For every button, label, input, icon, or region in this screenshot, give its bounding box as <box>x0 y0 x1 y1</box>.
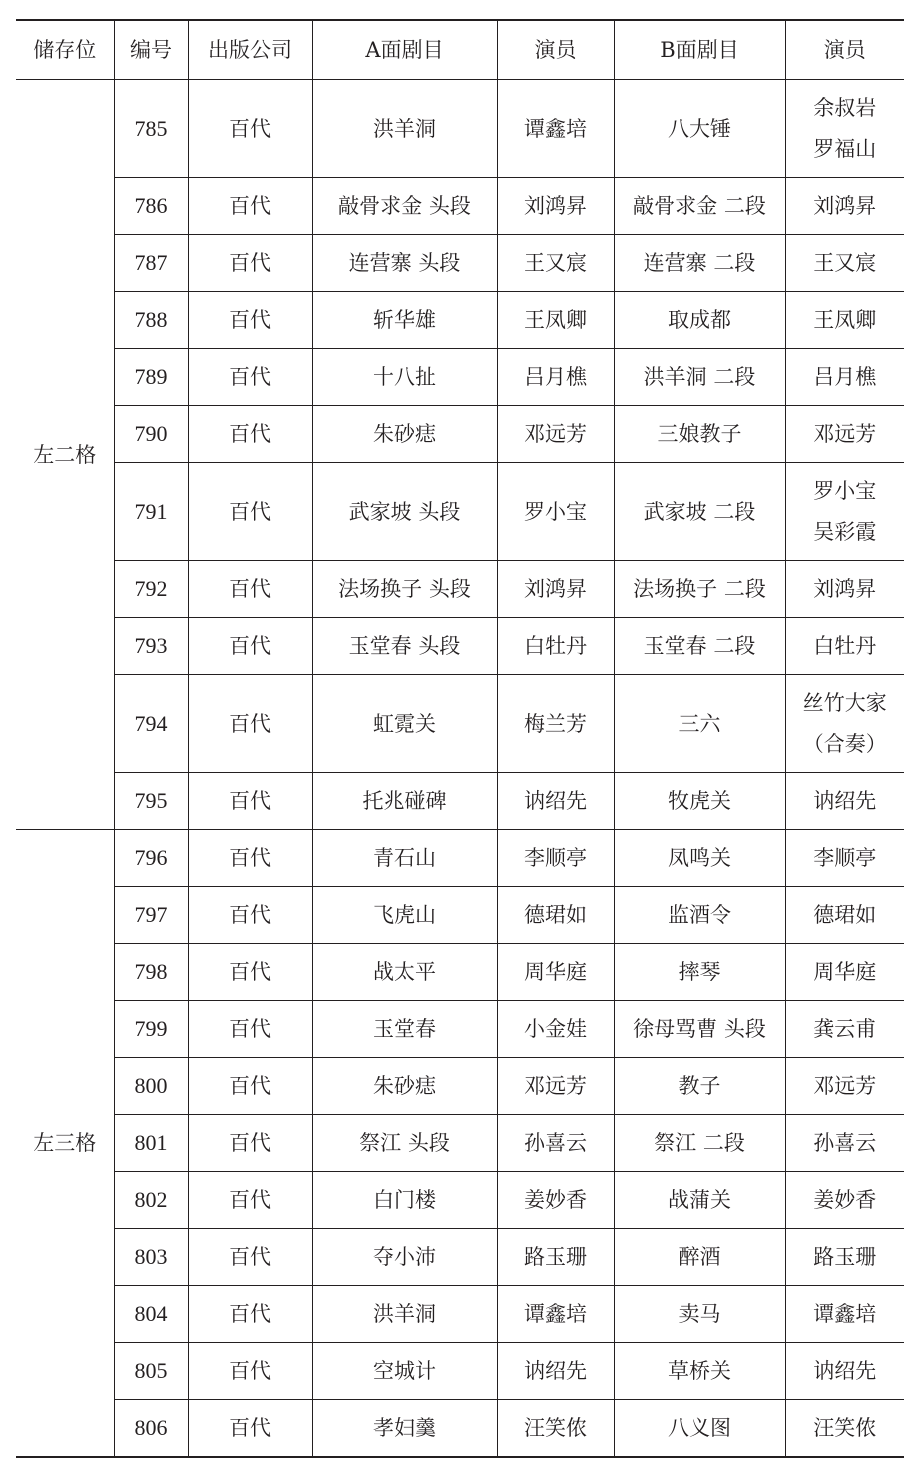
record-a-side-actor: 讷绍先 <box>497 773 614 830</box>
record-number: 785 <box>114 80 188 178</box>
record-a-side-title: 托兆碰碑 <box>312 773 497 830</box>
record-company: 百代 <box>188 1343 312 1400</box>
record-b-side-actor: 李顺亭 <box>785 830 904 887</box>
record-b-side-actor: 讷绍先 <box>785 1343 904 1400</box>
record-a-side-actor: 白牡丹 <box>497 618 614 675</box>
record-a-side-title: 玉堂春 <box>312 1001 497 1058</box>
record-b-side-title: 凤鸣关 <box>614 830 785 887</box>
record-number: 804 <box>114 1286 188 1343</box>
record-b-side-actor: 刘鸿昇 <box>785 561 904 618</box>
record-b-side-actor: 王又宸 <box>785 235 904 292</box>
record-b-side-actor: 龚云甫 <box>785 1001 904 1058</box>
record-b-side-actor: 邓远芳 <box>785 406 904 463</box>
table-row <box>16 887 904 944</box>
record-a-side-actor: 小金娃 <box>497 1001 614 1058</box>
record-number: 795 <box>114 773 188 830</box>
record-a-side-actor: 刘鸿昇 <box>497 561 614 618</box>
header-row <box>16 20 904 80</box>
record-a-side-actor: 王凤卿 <box>497 292 614 349</box>
record-a-side-title: 连营寨 头段 <box>312 235 497 292</box>
record-b-side-actor-line: （合奏） <box>802 731 887 756</box>
record-number: 789 <box>114 349 188 406</box>
record-b-side-title: 连营寨 二段 <box>614 235 785 292</box>
record-a-side-actor: 讷绍先 <box>497 1343 614 1400</box>
record-a-side-actor: 路玉珊 <box>497 1229 614 1286</box>
record-a-side-title: 战太平 <box>312 944 497 1001</box>
record-a-side-title: 祭江 头段 <box>312 1115 497 1172</box>
record-company: 百代 <box>188 561 312 618</box>
record-a-side-title: 朱砂痣 <box>312 406 497 463</box>
table-row <box>16 1115 904 1172</box>
record-b-side-title: 洪羊洞 二段 <box>614 349 785 406</box>
record-company: 百代 <box>188 235 312 292</box>
record-b-side-title: 敲骨求金 二段 <box>614 178 785 235</box>
header-a-side-actor: 演员 <box>497 20 614 80</box>
record-company: 百代 <box>188 1172 312 1229</box>
record-b-side-title: 三娘教子 <box>614 406 785 463</box>
record-b-side-title: 徐母骂曹 头段 <box>614 1001 785 1058</box>
table-row <box>16 1343 904 1400</box>
record-b-side-title: 卖马 <box>614 1286 785 1343</box>
table-row <box>16 80 904 178</box>
record-a-side-actor: 谭鑫培 <box>497 1286 614 1343</box>
record-b-side-title: 教子 <box>614 1058 785 1115</box>
record-company: 百代 <box>188 675 312 773</box>
record-a-side-actor: 谭鑫培 <box>497 80 614 178</box>
record-b-side-actor <box>785 675 904 773</box>
record-b-side-title: 战蒲关 <box>614 1172 785 1229</box>
record-b-side-title: 摔琴 <box>614 944 785 1001</box>
record-b-side-actor: 汪笑侬 <box>785 1400 904 1458</box>
record-b-side-title: 牧虎关 <box>614 773 785 830</box>
record-a-side-actor: 罗小宝 <box>497 463 614 561</box>
record-b-side-actor: 姜妙香 <box>785 1172 904 1229</box>
record-number: 803 <box>114 1229 188 1286</box>
header-company: 出版公司 <box>188 20 312 80</box>
table-row <box>16 944 904 1001</box>
record-a-side-title: 洪羊洞 <box>312 80 497 178</box>
record-a-side-title: 斩华雄 <box>312 292 497 349</box>
record-company: 百代 <box>188 773 312 830</box>
record-b-side-actor: 路玉珊 <box>785 1229 904 1286</box>
table-row <box>16 1058 904 1115</box>
record-number: 801 <box>114 1115 188 1172</box>
record-b-side-title: 监酒令 <box>614 887 785 944</box>
record-company: 百代 <box>188 406 312 463</box>
record-number: 791 <box>114 463 188 561</box>
storage-location-cell: 左二格 <box>16 80 114 830</box>
record-a-side-title: 朱砂痣 <box>312 1058 497 1115</box>
header-number: 编号 <box>114 20 188 80</box>
header-b-side-title: B面剧目 <box>614 20 785 80</box>
header-location: 储存位 <box>16 20 114 80</box>
table-row <box>16 235 904 292</box>
record-a-side-title: 敲骨求金 头段 <box>312 178 497 235</box>
table-row <box>16 773 904 830</box>
record-a-side-title: 法场换子 头段 <box>312 561 497 618</box>
table-row <box>16 349 904 406</box>
storage-location-cell: 左三格 <box>16 830 114 1458</box>
record-a-side-actor: 刘鸿昇 <box>497 178 614 235</box>
record-b-side-actor: 白牡丹 <box>785 618 904 675</box>
catalog-body <box>16 80 904 1458</box>
record-catalog-table <box>16 19 904 1458</box>
record-company: 百代 <box>188 349 312 406</box>
record-a-side-title: 虹霓关 <box>312 675 497 773</box>
record-b-side-actor: 邓远芳 <box>785 1058 904 1115</box>
record-b-side-actor-line: 余叔岩 <box>813 95 877 120</box>
record-a-side-title: 青石山 <box>312 830 497 887</box>
record-b-side-actor <box>785 463 904 561</box>
record-a-side-actor: 李顺亭 <box>497 830 614 887</box>
record-b-side-title: 醉酒 <box>614 1229 785 1286</box>
record-a-side-title: 空城计 <box>312 1343 497 1400</box>
table-row <box>16 1286 904 1343</box>
record-company: 百代 <box>188 1001 312 1058</box>
table-row <box>16 292 904 349</box>
table-row <box>16 1400 904 1458</box>
table-row <box>16 406 904 463</box>
record-b-side-actor-line: 罗小宝 <box>813 478 877 503</box>
record-b-side-actor: 谭鑫培 <box>785 1286 904 1343</box>
record-b-side-actor: 讷绍先 <box>785 773 904 830</box>
record-company: 百代 <box>188 80 312 178</box>
record-number: 786 <box>114 178 188 235</box>
record-company: 百代 <box>188 1115 312 1172</box>
record-b-side-actor: 王凤卿 <box>785 292 904 349</box>
table-row <box>16 830 904 887</box>
record-number: 798 <box>114 944 188 1001</box>
record-b-side-title: 八义图 <box>614 1400 785 1458</box>
record-number: 787 <box>114 235 188 292</box>
record-company: 百代 <box>188 618 312 675</box>
record-b-side-actor: 德珺如 <box>785 887 904 944</box>
record-company: 百代 <box>188 178 312 235</box>
record-a-side-actor: 德珺如 <box>497 887 614 944</box>
record-company: 百代 <box>188 292 312 349</box>
record-company: 百代 <box>188 1286 312 1343</box>
record-number: 800 <box>114 1058 188 1115</box>
record-b-side-title: 武家坡 二段 <box>614 463 785 561</box>
record-number: 802 <box>114 1172 188 1229</box>
record-b-side-actor <box>785 80 904 178</box>
record-number: 792 <box>114 561 188 618</box>
record-number: 790 <box>114 406 188 463</box>
record-b-side-actor: 周华庭 <box>785 944 904 1001</box>
record-number: 799 <box>114 1001 188 1058</box>
record-b-side-title: 三六 <box>614 675 785 773</box>
record-a-side-title: 玉堂春 头段 <box>312 618 497 675</box>
table-row <box>16 463 904 561</box>
record-a-side-title: 洪羊洞 <box>312 1286 497 1343</box>
record-b-side-actor-line: 丝竹大家 <box>802 690 887 715</box>
record-b-side-title: 玉堂春 二段 <box>614 618 785 675</box>
record-a-side-title: 武家坡 头段 <box>312 463 497 561</box>
header-a-side-title: A面剧目 <box>312 20 497 80</box>
record-company: 百代 <box>188 887 312 944</box>
record-b-side-actor: 刘鸿昇 <box>785 178 904 235</box>
record-a-side-actor: 姜妙香 <box>497 1172 614 1229</box>
table-row <box>16 1172 904 1229</box>
record-b-side-actor: 孙喜云 <box>785 1115 904 1172</box>
record-b-side-title: 八大锤 <box>614 80 785 178</box>
table-row <box>16 618 904 675</box>
record-number: 796 <box>114 830 188 887</box>
record-a-side-actor: 孙喜云 <box>497 1115 614 1172</box>
record-company: 百代 <box>188 463 312 561</box>
record-b-side-title: 草桥关 <box>614 1343 785 1400</box>
record-b-side-title: 祭江 二段 <box>614 1115 785 1172</box>
record-number: 797 <box>114 887 188 944</box>
record-b-side-actor: 吕月樵 <box>785 349 904 406</box>
record-company: 百代 <box>188 830 312 887</box>
record-company: 百代 <box>188 1400 312 1458</box>
record-number: 805 <box>114 1343 188 1400</box>
record-b-side-title: 法场换子 二段 <box>614 561 785 618</box>
record-company: 百代 <box>188 944 312 1001</box>
table-row <box>16 675 904 773</box>
record-a-side-actor: 梅兰芳 <box>497 675 614 773</box>
record-company: 百代 <box>188 1229 312 1286</box>
record-a-side-title: 白门楼 <box>312 1172 497 1229</box>
record-a-side-title: 飞虎山 <box>312 887 497 944</box>
record-number: 806 <box>114 1400 188 1458</box>
record-b-side-actor-line: 吴彩霞 <box>813 519 877 544</box>
record-a-side-actor: 王又宸 <box>497 235 614 292</box>
record-a-side-title: 夺小沛 <box>312 1229 497 1286</box>
record-a-side-actor: 邓远芳 <box>497 406 614 463</box>
table-row <box>16 178 904 235</box>
header-b-side-actor: 演员 <box>785 20 904 80</box>
record-b-side-actor-line: 罗福山 <box>813 136 877 161</box>
record-number: 794 <box>114 675 188 773</box>
record-a-side-actor: 吕月樵 <box>497 349 614 406</box>
table-row <box>16 1001 904 1058</box>
table-row <box>16 561 904 618</box>
record-a-side-actor: 邓远芳 <box>497 1058 614 1115</box>
record-a-side-actor: 汪笑侬 <box>497 1400 614 1458</box>
record-b-side-title: 取成都 <box>614 292 785 349</box>
record-number: 793 <box>114 618 188 675</box>
record-a-side-actor: 周华庭 <box>497 944 614 1001</box>
record-number: 788 <box>114 292 188 349</box>
record-company: 百代 <box>188 1058 312 1115</box>
record-a-side-title: 孝妇羹 <box>312 1400 497 1458</box>
record-a-side-title: 十八扯 <box>312 349 497 406</box>
table-row <box>16 1229 904 1286</box>
